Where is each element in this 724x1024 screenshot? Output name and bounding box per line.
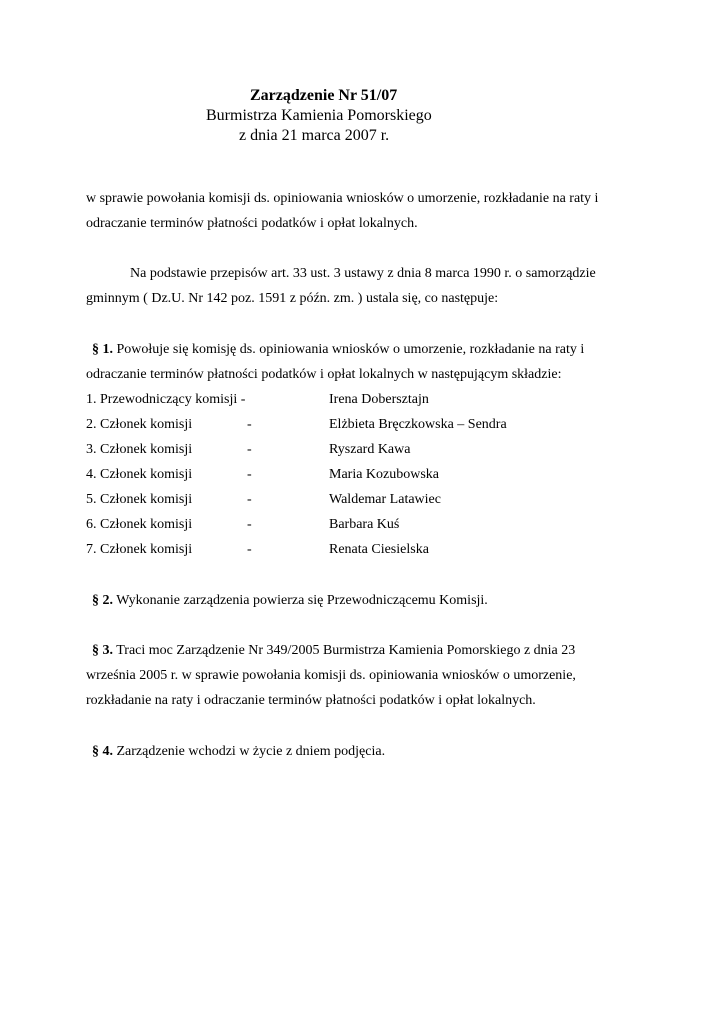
member-row bbox=[86, 387, 646, 412]
section-1-line-1: Powołuje się komisję ds. opiniowania wniosków o umorzenie, rozkładanie na raty i bbox=[113, 342, 585, 357]
member-name: Waldemar Latawiec bbox=[329, 492, 441, 507]
member-row bbox=[86, 512, 646, 537]
document-date: z dnia 21 marca 2007 r. bbox=[239, 127, 390, 144]
section-4-text: Zarządzenie wchodzi w życie z dniem podjęcia. bbox=[113, 744, 386, 759]
member-name: Barbara Kuś bbox=[329, 517, 400, 532]
member-name: Maria Kozubowska bbox=[329, 467, 440, 482]
member-role: 7. Członek komisji bbox=[86, 542, 193, 557]
issuing-authority: Burmistrza Kamienia Pomorskiego bbox=[206, 107, 432, 124]
subject-line-2: odraczanie terminów płatności podatków i opłat lokalnych. bbox=[86, 216, 418, 231]
member-row bbox=[86, 537, 646, 562]
member-role: 6. Członek komisji bbox=[86, 517, 193, 532]
section-3-line-2: września 2005 r. w sprawie powołania komisji ds. opiniowania wniosków o umorzenie, bbox=[86, 668, 576, 683]
member-dash: - bbox=[247, 542, 252, 557]
member-dash: - bbox=[247, 517, 252, 532]
member-dash: - bbox=[247, 442, 252, 457]
member-dash: - bbox=[247, 417, 252, 432]
section-3-line-1: Traci moc Zarządzenie Nr 349/2005 Burmistrza Kamienia Pomorskiego z dnia 23 bbox=[113, 643, 576, 658]
member-role: 4. Członek komisji bbox=[86, 467, 193, 482]
section-2-mark: § 2. bbox=[92, 593, 113, 608]
section-3-line-3: rozkładanie na raty i odraczanie terminów płatności podatków i opłat lokalnych. bbox=[86, 693, 536, 708]
subject-paragraph bbox=[86, 186, 646, 236]
member-role: 1. Przewodniczący komisji - bbox=[86, 392, 246, 407]
section-2 bbox=[86, 588, 646, 613]
section-2-text: Wykonanie zarządzenia powierza się Przewodniczącemu Komisji. bbox=[113, 593, 488, 608]
legal-basis-line-1: Na podstawie przepisów art. 33 ust. 3 ustawy z dnia 8 marca 1990 r. o samorządzie bbox=[130, 266, 596, 281]
member-dash: - bbox=[247, 467, 252, 482]
member-row bbox=[86, 412, 646, 437]
member-row bbox=[86, 462, 646, 487]
member-role: 3. Członek komisji bbox=[86, 442, 193, 457]
section-1 bbox=[86, 337, 646, 387]
section-4 bbox=[86, 739, 646, 764]
subject-line-1: w sprawie powołania komisji ds. opiniowania wniosków o umorzenie, rozkładanie na raty i bbox=[86, 191, 599, 206]
section-3-mark: § 3. bbox=[92, 643, 113, 658]
member-role: 5. Członek komisji bbox=[86, 492, 193, 507]
section-1-mark: § 1. bbox=[92, 342, 113, 357]
member-name: Elżbieta Bręczkowska – Sendra bbox=[329, 417, 507, 432]
legal-basis-line-2: gminnym ( Dz.U. Nr 142 poz. 1591 z późn. zm. ) ustala się, co następuje: bbox=[86, 291, 499, 306]
member-dash: - bbox=[247, 492, 252, 507]
member-name: Ryszard Kawa bbox=[329, 442, 411, 457]
legal-basis-paragraph bbox=[86, 261, 646, 311]
commission-members-list bbox=[86, 387, 646, 562]
member-name: Irena Dobersztajn bbox=[329, 392, 429, 407]
member-role: 2. Członek komisji bbox=[86, 417, 193, 432]
section-4-mark: § 4. bbox=[92, 744, 113, 759]
section-3 bbox=[86, 638, 646, 713]
member-row bbox=[86, 487, 646, 512]
document-title: Zarządzenie Nr 51/07 bbox=[250, 87, 398, 104]
section-1-line-2: odraczanie terminów płatności podatków i opłat lokalnych w następującym składzie: bbox=[86, 367, 562, 382]
member-name: Renata Ciesielska bbox=[329, 542, 429, 557]
member-row bbox=[86, 437, 646, 462]
